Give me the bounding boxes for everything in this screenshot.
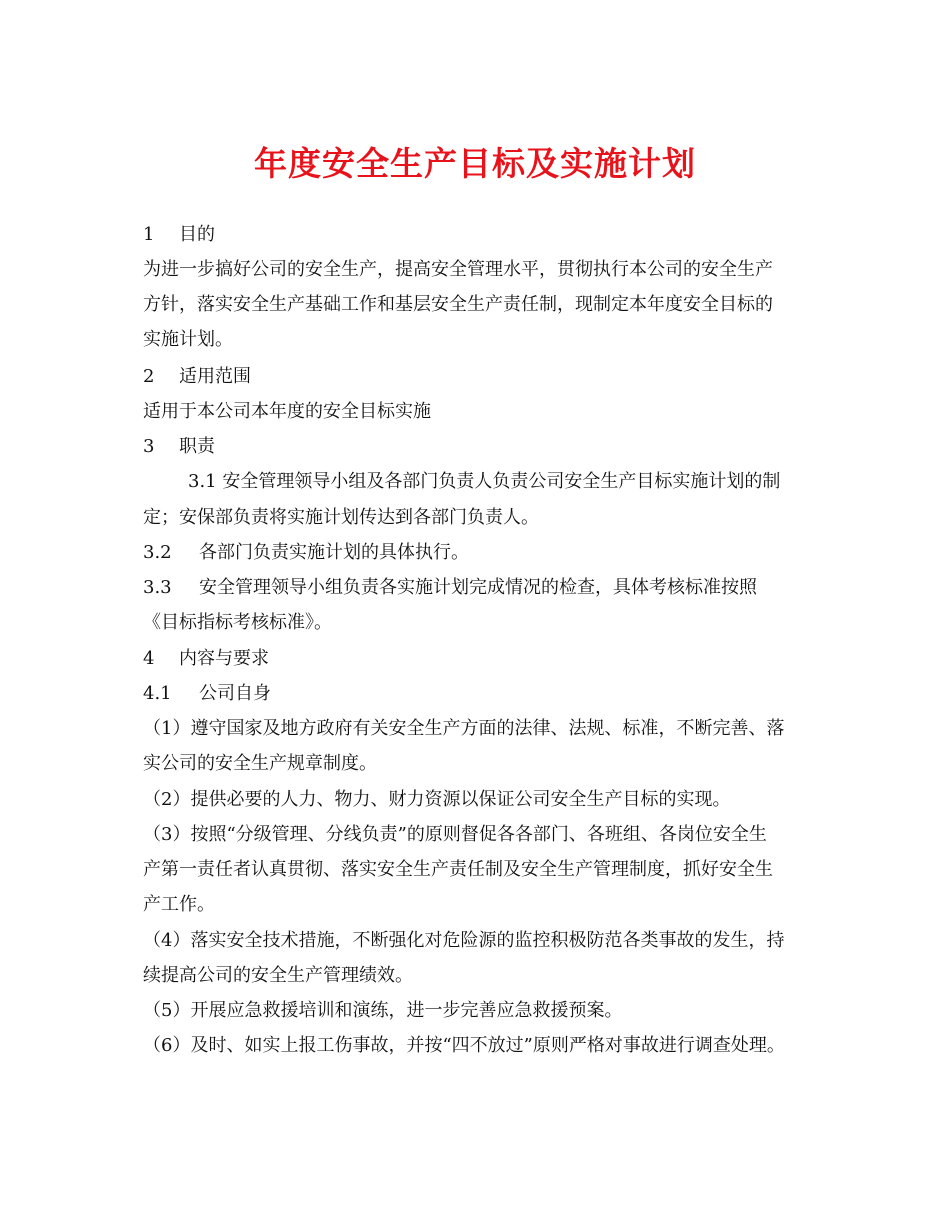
section-number: 3.3 [143, 577, 172, 598]
paragraph-line: 方针，落实安全生产基础工作和基层安全生产责任制，现制定本年度安全目标的 [143, 294, 773, 315]
section-number: 1 [143, 224, 155, 245]
list-item-line: （2）提供必要的人力、物力、财力资源以保证公司安全生产目标的实现。 [143, 789, 731, 810]
section-number: 3.2 [143, 542, 172, 563]
section-title: 目的 [179, 224, 215, 245]
paragraph-line: 《目标指标考核标准》。 [143, 612, 332, 633]
list-item-line: 实公司的安全生产规章制度。 [143, 753, 377, 774]
section-title: 内容与要求 [179, 648, 269, 669]
list-item-line: （3）按照“分级管理、分线负责”的原则督促各各部门、各班组、各岗位安全生 [143, 824, 767, 845]
section-2-heading [143, 366, 251, 388]
section-3-heading [143, 436, 215, 458]
paragraph-line: 适用于本公司本年度的安全目标实施 [143, 401, 431, 422]
section-4-heading [143, 648, 269, 670]
subsection-3-2 [143, 542, 469, 564]
paragraph-line: 3.1 安全管理领导小组及各部门负责人负责公司安全生产目标实施计划的制 [188, 471, 781, 492]
paragraph-line: 实施计划。 [143, 329, 233, 350]
list-item-line: （1）遵守国家及地方政府有关安全生产方面的法律、法规、标准，不断完善、落 [143, 718, 785, 739]
section-title: 公司自身 [199, 683, 271, 704]
section-number: 4.1 [143, 683, 172, 704]
list-item-line: （4）落实安全技术措施，不断强化对危险源的监控积极防范各类事故的发生，持 [143, 930, 785, 951]
list-item-line: 产第一责任者认真贯彻、落实安全生产责任制及安全生产管理制度，抓好安全生 [143, 859, 773, 880]
section-title: 适用范围 [179, 366, 251, 387]
paragraph-line: 为进一步搞好公司的安全生产，提高安全管理水平，贯彻执行本公司的安全生产 [143, 259, 773, 280]
section-title: 职责 [179, 436, 215, 457]
list-item-line: 产工作。 [143, 894, 215, 915]
list-item-line: （6）及时、如实上报工伤事故，并按“四不放过”原则严格对事故进行调查处理。 [143, 1035, 785, 1056]
section-1-heading [143, 224, 215, 246]
section-number: 4 [143, 648, 155, 669]
document-title: 年度安全生产目标及实施计划 [254, 144, 696, 183]
list-item-line: （5）开展应急救援培训和演练，进一步完善应急救援预案。 [143, 1000, 623, 1021]
section-number: 3 [143, 436, 155, 457]
paragraph-line: 定；安保部负责将实施计划传达到各部门负责人。 [143, 507, 539, 528]
paragraph-text: 安全管理领导小组负责各实施计划完成情况的检查，具体考核标准按照 [199, 577, 757, 598]
subsection-3-3 [143, 577, 757, 599]
paragraph-text: 各部门负责实施计划的具体执行。 [199, 542, 469, 563]
section-number: 2 [143, 366, 155, 387]
list-item-line: 续提高公司的安全生产管理绩效。 [143, 965, 413, 986]
subsection-4-1-heading [143, 683, 271, 705]
